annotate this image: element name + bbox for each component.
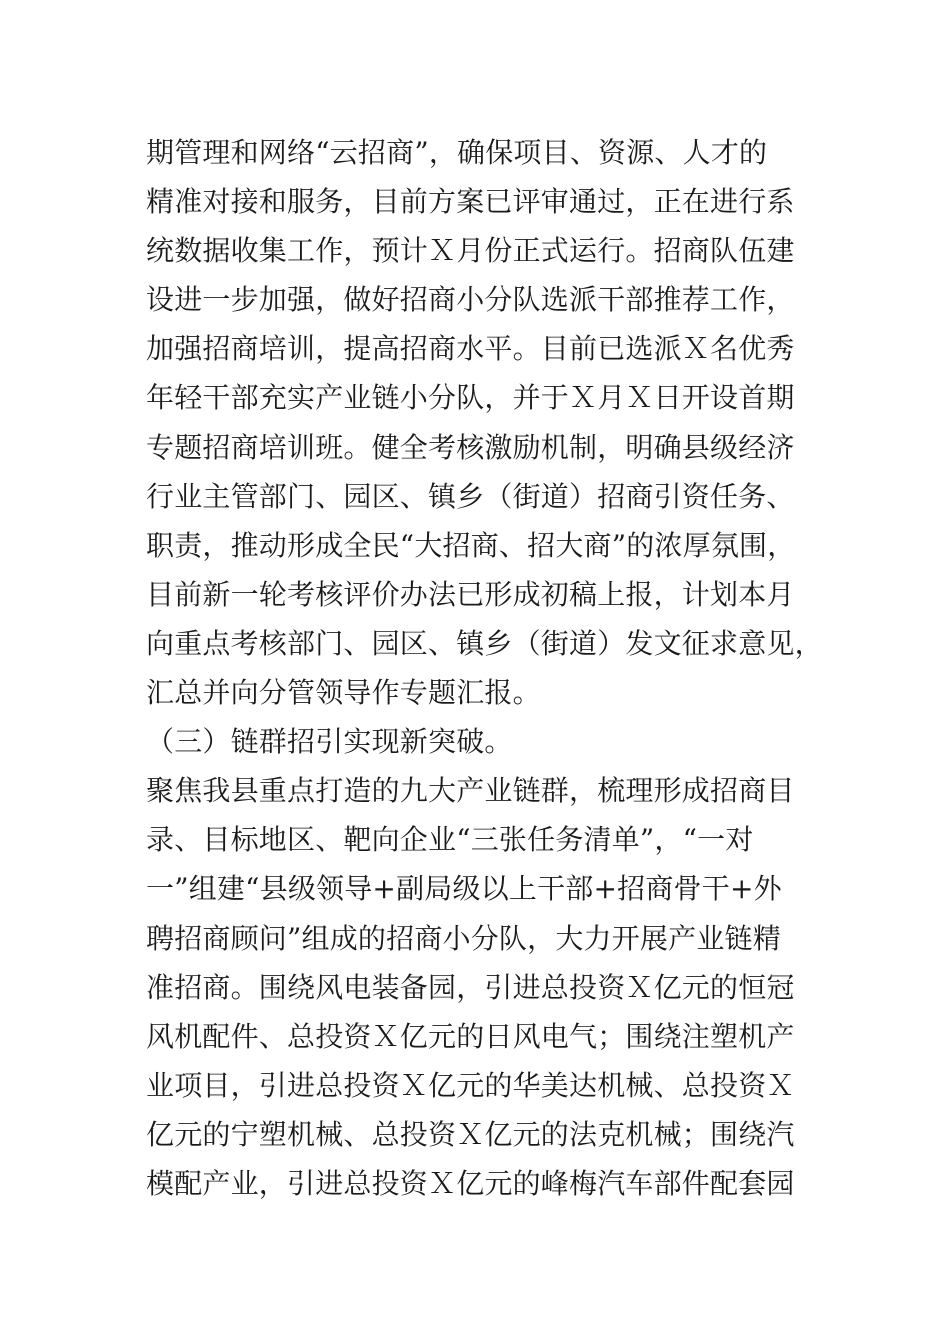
text-line: 聘招商顾问”组成的招商小分队，大力开展产业链精 — [146, 921, 781, 955]
text-line: 风机配件、总投资Ｘ亿元的日风电气；围绕注塑机产 — [146, 1019, 795, 1053]
text-line: 设进一步加强，做好招商小分队选派干部推荐工作， — [146, 283, 795, 317]
text-line: 准招商。围绕风电装备园，引进总投资Ｘ亿元的恒冠 — [146, 970, 795, 1004]
text-line: 年轻干部充实产业链小分队，并于Ｘ月Ｘ日开设首期 — [146, 381, 795, 415]
text-line: 亿元的宁塑机械、总投资Ｘ亿元的法克机械；围绕汽 — [146, 1117, 795, 1151]
text-line: 职责，推动形成全民“大招商、招大商”的浓厚氛围， — [146, 528, 796, 562]
text-line: 汇总并向分管领导作专题汇报。 — [146, 676, 541, 710]
section-heading: （三）链群招引实现新突破。 — [146, 725, 513, 759]
text-line: 录、目标地区、靶向企业“三张任务清单”，“一对 — [146, 823, 754, 857]
text-line: 一”组建“县级领导+副局级以上干部+招商骨干+外 — [146, 872, 782, 906]
text-line: 加强招商培训，提高招商水平。目前已选派Ｘ名优秀 — [146, 332, 795, 366]
text-line: 精准对接和服务，目前方案已评审通过，正在进行系 — [146, 185, 795, 219]
body-text — [146, 128, 826, 1208]
text-line: 期管理和网络“云招商”，确保项目、资源、人才的 — [146, 136, 768, 169]
text-line: 行业主管部门、园区、镇乡（街道）招商引资任务、 — [146, 479, 795, 513]
text-line: 目前新一轮考核评价办法已形成初稿上报，计划本月 — [146, 577, 795, 611]
text-line: 专题招商培训班。健全考核激励机制，明确县级经济 — [146, 430, 795, 464]
text-line: 统数据收集工作，预计Ｘ月份正式运行。招商队伍建 — [146, 234, 795, 268]
text-line: 向重点考核部门、园区、镇乡（街道）发文征求意见， — [146, 626, 823, 660]
text-line: 聚焦我县重点打造的九大产业链群，梳理形成招商目 — [146, 774, 795, 808]
text-line: 模配产业，引进总投资Ｘ亿元的峰梅汽车部件配套园 — [146, 1166, 795, 1200]
text-line: 业项目，引进总投资Ｘ亿元的华美达机械、总投资Ｘ — [146, 1068, 795, 1102]
